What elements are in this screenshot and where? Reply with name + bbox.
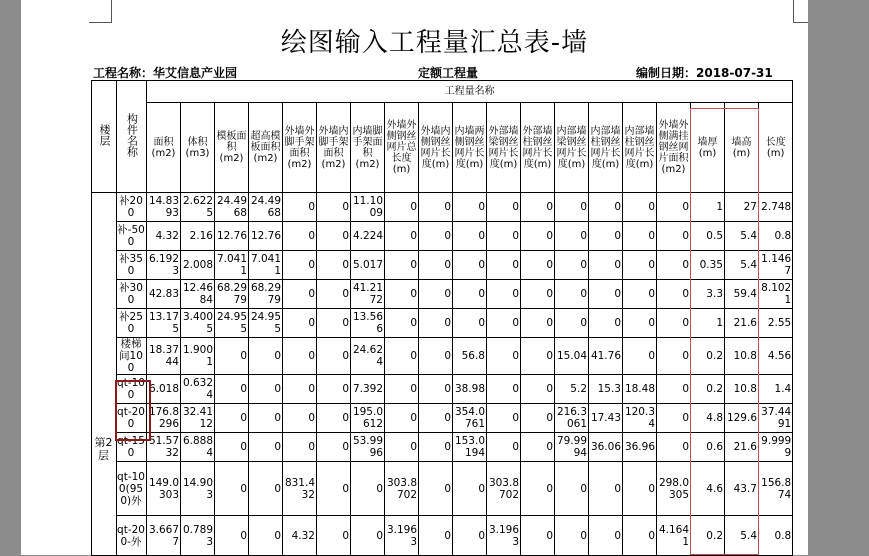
value-cell: 42.83 xyxy=(147,280,181,309)
value-cell: 0 xyxy=(487,309,521,338)
value-cell: 0 xyxy=(657,338,691,375)
value-cell: 2.6225 xyxy=(181,193,215,222)
value-cell: 129.6 xyxy=(725,404,759,433)
value-cell: 41.2172 xyxy=(351,280,385,309)
table-row xyxy=(92,309,793,338)
table-row xyxy=(92,433,793,462)
value-cell: 6.1923 xyxy=(147,251,181,280)
value-cell: 10.8 xyxy=(725,375,759,404)
value-cell: 0 xyxy=(453,251,487,280)
value-cell: 0 xyxy=(521,338,555,375)
value-cell: 3.6677 xyxy=(147,516,181,556)
quota-type: 定额工程量 xyxy=(418,66,479,80)
column-header: 内部墙梁钢丝网片长度(m) xyxy=(555,103,589,193)
value-cell: 41.76 xyxy=(589,338,623,375)
value-cell: 0 xyxy=(589,222,623,251)
value-cell: 2.748 xyxy=(759,193,793,222)
value-cell: 0 xyxy=(453,193,487,222)
value-cell: 0 xyxy=(283,251,317,280)
value-cell: 0 xyxy=(521,309,555,338)
value-cell: 0 xyxy=(589,462,623,516)
value-cell: 0 xyxy=(589,251,623,280)
value-cell: 0 xyxy=(419,462,453,516)
value-cell: 0 xyxy=(555,222,589,251)
value-cell: 0 xyxy=(385,375,419,404)
value-cell: 0 xyxy=(589,193,623,222)
value-cell: 5.4 xyxy=(725,222,759,251)
value-cell: 0 xyxy=(487,222,521,251)
value-cell: 59.4 xyxy=(725,280,759,309)
value-cell: 24.4968 xyxy=(249,193,283,222)
column-header: 长度(m) xyxy=(759,103,793,193)
value-cell: 7.392 xyxy=(351,375,385,404)
value-cell: 0 xyxy=(351,516,385,556)
value-cell: 0 xyxy=(419,516,453,556)
value-cell: 13.175 xyxy=(147,309,181,338)
value-cell: 0 xyxy=(623,222,657,251)
value-cell: 120.34 xyxy=(623,404,657,433)
value-cell: 831.432 xyxy=(283,462,317,516)
value-cell: 0 xyxy=(657,251,691,280)
value-cell: 79.9994 xyxy=(555,433,589,462)
value-cell: 2.008 xyxy=(181,251,215,280)
value-cell: 12.76 xyxy=(249,222,283,251)
value-cell: 0 xyxy=(419,433,453,462)
value-cell: 0 xyxy=(249,433,283,462)
value-cell: 0 xyxy=(555,193,589,222)
value-cell: 0 xyxy=(385,280,419,309)
component-name-cell: 补350 xyxy=(117,251,147,280)
value-cell: 0 xyxy=(623,516,657,556)
value-cell: 0 xyxy=(657,222,691,251)
value-cell: 32.4112 xyxy=(181,404,215,433)
value-cell: 0 xyxy=(555,462,589,516)
value-cell: 4.1641 xyxy=(657,516,691,556)
value-cell: 0.5 xyxy=(691,222,725,251)
value-cell: 0 xyxy=(623,193,657,222)
value-cell: 14.903 xyxy=(181,462,215,516)
value-cell: 0 xyxy=(419,222,453,251)
value-cell: 0 xyxy=(317,404,351,433)
value-cell: 0 xyxy=(453,222,487,251)
value-cell: 27 xyxy=(725,193,759,222)
value-cell: 1.9001 xyxy=(181,338,215,375)
value-cell: 0 xyxy=(487,251,521,280)
value-cell: 0 xyxy=(215,404,249,433)
value-cell: 7.0411 xyxy=(215,251,249,280)
value-cell: 0 xyxy=(317,375,351,404)
table-row xyxy=(92,462,793,516)
component-name-cell: qt-200 xyxy=(117,404,147,433)
value-cell: 21.6 xyxy=(725,433,759,462)
value-cell: 0 xyxy=(317,251,351,280)
value-cell: 13.566 xyxy=(351,309,385,338)
value-cell: 156.874 xyxy=(759,462,793,516)
value-cell: 298.0305 xyxy=(657,462,691,516)
table-row xyxy=(92,193,793,222)
value-cell: 11.1009 xyxy=(351,193,385,222)
table-row xyxy=(92,338,793,375)
value-cell: 0 xyxy=(385,404,419,433)
value-cell: 0 xyxy=(317,433,351,462)
value-cell: 21.6 xyxy=(725,309,759,338)
column-header: 外墙内侧钢丝网片长度(m) xyxy=(419,103,453,193)
column-header: 外墙外侧满挂钢丝网片面积(m2) xyxy=(657,103,691,193)
value-cell: 3.1963 xyxy=(487,516,521,556)
value-cell: 2.16 xyxy=(181,222,215,251)
value-cell: 4.56 xyxy=(759,338,793,375)
value-cell: 1.4 xyxy=(759,375,793,404)
value-cell: 0 xyxy=(419,375,453,404)
value-cell: 38.98 xyxy=(453,375,487,404)
value-cell: 303.8702 xyxy=(385,462,419,516)
value-cell: 0 xyxy=(623,338,657,375)
value-cell: 53.9996 xyxy=(351,433,385,462)
table-row xyxy=(92,251,793,280)
value-cell: 0 xyxy=(419,309,453,338)
value-cell: 0.2 xyxy=(691,516,725,556)
table-row xyxy=(92,375,793,404)
column-header: 超高模板面积(m2) xyxy=(249,103,283,193)
column-header: 内部墙柱钢丝网片长度(m) xyxy=(623,103,657,193)
value-cell: 1 xyxy=(691,193,725,222)
value-cell: 0 xyxy=(419,338,453,375)
value-cell: 4.6 xyxy=(691,462,725,516)
value-cell: 0 xyxy=(419,251,453,280)
value-cell: 24.624 xyxy=(351,338,385,375)
column-header: 内墙两侧钢丝网片长度(m) xyxy=(453,103,487,193)
value-cell: 24.955 xyxy=(215,309,249,338)
quantity-group-header: 工程量名称 xyxy=(147,81,793,103)
component-name-cell: qt-100(950)外 xyxy=(117,462,147,516)
table-row xyxy=(92,280,793,309)
value-cell: 0 xyxy=(521,280,555,309)
value-cell: 0 xyxy=(453,516,487,556)
value-cell: 6.8884 xyxy=(181,433,215,462)
report-title: 绘图输入工程量汇总表-墙 xyxy=(280,28,589,58)
value-cell: 0 xyxy=(317,222,351,251)
value-cell: 1.1467 xyxy=(759,251,793,280)
value-cell: 0 xyxy=(521,193,555,222)
value-cell: 56.8 xyxy=(453,338,487,375)
project-name: 工程名称：华艾信息产业园 xyxy=(93,66,238,80)
value-cell: 0 xyxy=(487,375,521,404)
column-header: 外部墙柱钢丝网片长度(m) xyxy=(521,103,555,193)
value-cell: 0 xyxy=(385,309,419,338)
value-cell: 0 xyxy=(623,251,657,280)
value-cell: 24.4968 xyxy=(215,193,249,222)
value-cell: 0.8 xyxy=(759,516,793,556)
value-cell: 0 xyxy=(521,433,555,462)
value-cell: 0 xyxy=(317,193,351,222)
value-cell: 0 xyxy=(385,433,419,462)
value-cell: 4.224 xyxy=(351,222,385,251)
component-name-cell: 楼梯间100 xyxy=(117,338,147,375)
value-cell: 303.8702 xyxy=(487,462,521,516)
value-cell: 0 xyxy=(215,516,249,556)
column-header: 墙高(m) xyxy=(725,103,759,193)
value-cell: 3.3 xyxy=(691,280,725,309)
value-cell: 0 xyxy=(453,462,487,516)
value-cell: 0 xyxy=(453,280,487,309)
value-cell: 4.32 xyxy=(147,222,181,251)
value-cell: 0 xyxy=(249,375,283,404)
value-cell: 0 xyxy=(657,193,691,222)
value-cell: 0 xyxy=(283,338,317,375)
value-cell: 354.0761 xyxy=(453,404,487,433)
column-header: 内部墙柱钢丝网片长度(m) xyxy=(589,103,623,193)
column-header: 外墙外脚手架面积(m2) xyxy=(283,103,317,193)
value-cell: 0 xyxy=(623,280,657,309)
value-cell: 0 xyxy=(317,462,351,516)
value-cell: 4.8 xyxy=(691,404,725,433)
value-cell: 0 xyxy=(215,338,249,375)
column-header: 体积(m3) xyxy=(181,103,215,193)
value-cell: 0 xyxy=(283,309,317,338)
value-cell: 5.2 xyxy=(555,375,589,404)
value-cell: 195.0612 xyxy=(351,404,385,433)
value-cell: 15.3 xyxy=(589,375,623,404)
component-name-cell: qt-150 xyxy=(117,433,147,462)
value-cell: 153.0194 xyxy=(453,433,487,462)
value-cell: 7.0411 xyxy=(249,251,283,280)
table-row xyxy=(92,516,793,556)
value-cell: 0 xyxy=(283,193,317,222)
value-cell: 0 xyxy=(555,280,589,309)
value-cell: 8.1021 xyxy=(759,280,793,309)
component-name-cell: 补250 xyxy=(117,309,147,338)
component-name-header: 构件名称 xyxy=(117,81,147,193)
value-cell: 0 xyxy=(215,375,249,404)
value-cell: 51.5732 xyxy=(147,433,181,462)
value-cell: 0 xyxy=(249,338,283,375)
value-cell: 0.2 xyxy=(691,338,725,375)
column-header: 内墙脚手架面积(m2) xyxy=(351,103,385,193)
value-cell: 9.9999 xyxy=(759,433,793,462)
value-cell: 0 xyxy=(453,309,487,338)
value-cell: 0 xyxy=(521,375,555,404)
value-cell: 1 xyxy=(691,309,725,338)
component-name-cell: qt-100 xyxy=(117,375,147,404)
value-cell: 68.2979 xyxy=(215,280,249,309)
value-cell: 0 xyxy=(419,193,453,222)
value-cell: 0 xyxy=(555,251,589,280)
component-name-cell: 补200 xyxy=(117,193,147,222)
value-cell: 0 xyxy=(521,516,555,556)
value-cell: 0 xyxy=(249,516,283,556)
value-cell: 0 xyxy=(487,433,521,462)
value-cell: 0.6324 xyxy=(181,375,215,404)
column-header: 外墙外侧钢丝网片总长度(m) xyxy=(385,103,419,193)
value-cell: 0 xyxy=(589,309,623,338)
value-cell: 0 xyxy=(283,433,317,462)
value-cell: 6.018 xyxy=(147,375,181,404)
value-cell: 0 xyxy=(521,404,555,433)
value-cell: 0 xyxy=(419,404,453,433)
value-cell: 0 xyxy=(487,193,521,222)
value-cell: 36.06 xyxy=(589,433,623,462)
value-cell: 0 xyxy=(487,404,521,433)
page-corner-mark-right xyxy=(793,0,808,23)
value-cell: 24.955 xyxy=(249,309,283,338)
value-cell: 0 xyxy=(249,462,283,516)
value-cell: 0 xyxy=(555,309,589,338)
value-cell: 0 xyxy=(385,338,419,375)
value-cell: 17.43 xyxy=(589,404,623,433)
value-cell: 0.35 xyxy=(691,251,725,280)
column-header: 外墙内脚手架面积(m2) xyxy=(317,103,351,193)
value-cell: 0.8 xyxy=(759,222,793,251)
component-name-cell: 补300 xyxy=(117,280,147,309)
value-cell: 12.76 xyxy=(215,222,249,251)
value-cell: 3.1963 xyxy=(385,516,419,556)
value-cell: 0 xyxy=(351,462,385,516)
value-cell: 0 xyxy=(317,309,351,338)
value-cell: 0 xyxy=(215,462,249,516)
value-cell: 0 xyxy=(589,280,623,309)
value-cell: 14.8393 xyxy=(147,193,181,222)
compile-date: 编制日期：2018-07-31 xyxy=(636,66,773,80)
value-cell: 149.0303 xyxy=(147,462,181,516)
value-cell: 18.48 xyxy=(623,375,657,404)
value-cell: 0 xyxy=(385,193,419,222)
value-cell: 0 xyxy=(385,222,419,251)
value-cell: 5.4 xyxy=(725,251,759,280)
value-cell: 0 xyxy=(215,433,249,462)
value-cell: 0 xyxy=(317,516,351,556)
floor-cell: 第2层 xyxy=(92,193,117,556)
table-row xyxy=(92,222,793,251)
value-cell: 0 xyxy=(283,222,317,251)
value-cell: 0 xyxy=(623,462,657,516)
value-cell: 3.4005 xyxy=(181,309,215,338)
column-header: 面积(m2) xyxy=(147,103,181,193)
value-cell: 0 xyxy=(657,280,691,309)
component-name-cell: qt-200-外 xyxy=(117,516,147,556)
value-cell: 0.7893 xyxy=(181,516,215,556)
value-cell: 0 xyxy=(317,338,351,375)
value-cell: 0.2 xyxy=(691,375,725,404)
value-cell: 0 xyxy=(521,462,555,516)
value-cell: 10.8 xyxy=(725,338,759,375)
value-cell: 0 xyxy=(555,516,589,556)
value-cell: 15.04 xyxy=(555,338,589,375)
value-cell: 0 xyxy=(657,309,691,338)
value-cell: 2.55 xyxy=(759,309,793,338)
value-cell: 0 xyxy=(283,404,317,433)
value-cell: 0 xyxy=(385,251,419,280)
value-cell: 37.4491 xyxy=(759,404,793,433)
value-cell: 0 xyxy=(521,222,555,251)
value-cell: 18.3744 xyxy=(147,338,181,375)
value-cell: 68.2979 xyxy=(249,280,283,309)
value-cell: 0.6 xyxy=(691,433,725,462)
value-cell: 0 xyxy=(657,404,691,433)
value-cell: 36.96 xyxy=(623,433,657,462)
quantity-summary-table xyxy=(91,80,793,556)
value-cell: 0 xyxy=(657,375,691,404)
value-cell: 0 xyxy=(283,375,317,404)
value-cell: 0 xyxy=(283,280,317,309)
value-cell: 12.4684 xyxy=(181,280,215,309)
value-cell: 0 xyxy=(249,404,283,433)
value-cell: 176.8296 xyxy=(147,404,181,433)
column-header: 外部墙梁钢丝网片长度(m) xyxy=(487,103,521,193)
value-cell: 5.017 xyxy=(351,251,385,280)
column-header: 模板面积(m2) xyxy=(215,103,249,193)
component-name-cell: 补-500 xyxy=(117,222,147,251)
value-cell: 4.32 xyxy=(283,516,317,556)
value-cell: 0 xyxy=(487,338,521,375)
value-cell: 0 xyxy=(419,280,453,309)
value-cell: 43.7 xyxy=(725,462,759,516)
page-corner-mark-left xyxy=(89,0,112,23)
column-header: 墙厚(m) xyxy=(691,103,725,193)
value-cell: 0 xyxy=(521,251,555,280)
value-cell: 0 xyxy=(589,516,623,556)
table-row xyxy=(92,404,793,433)
value-cell: 0 xyxy=(487,280,521,309)
value-cell: 5.4 xyxy=(725,516,759,556)
value-cell: 216.3061 xyxy=(555,404,589,433)
floor-header: 楼层 xyxy=(92,81,117,193)
value-cell: 0 xyxy=(623,309,657,338)
value-cell: 0 xyxy=(317,280,351,309)
value-cell: 0 xyxy=(657,433,691,462)
